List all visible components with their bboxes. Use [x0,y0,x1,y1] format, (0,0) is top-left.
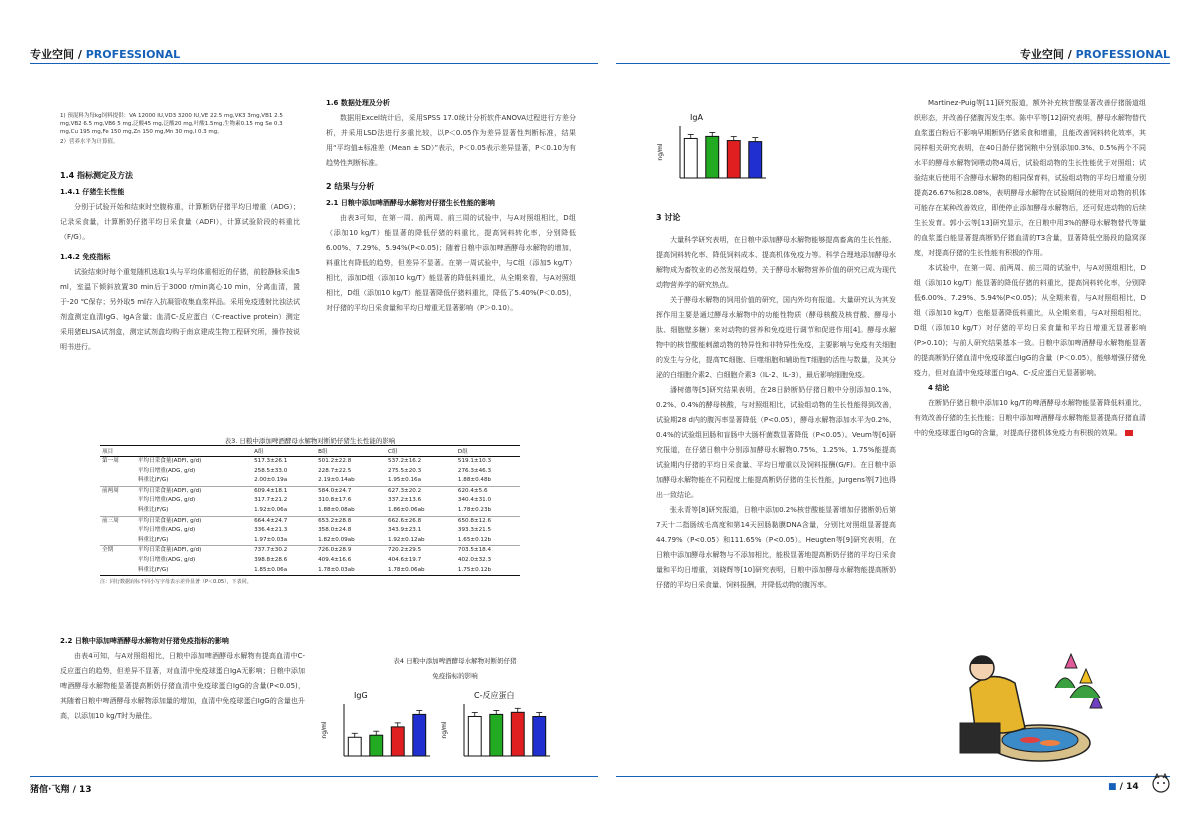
table-3 [100,436,520,586]
left-header-en: PROFESSIONAL [85,48,181,61]
table-cell: 1.95±0.16a [388,477,422,484]
table-3-note: 注：同行数据肩标不同小写字母表示差异显著（P＜0.05），下表同。 [100,579,252,586]
right-page-number: 14 [1126,782,1139,792]
table-cell: 501.2±22.8 [318,458,352,464]
table-cell: 519.1±10.3 [457,458,492,464]
column-2 [326,96,576,316]
table-row [100,457,520,467]
paragraph: 大量科学研究表明，在日粮中添加酵母水解物能够提高畜禽的生长性能、提高饲料转化率、降低饲料成本、提高机体免疫力等。科学合理地添加酵母水解物成为畜牧业的必然发展趋势，关于酵母水解物营养价值的研究已成为现代动物营养学的研究热点。 [656,236,896,289]
table-cell: 517.3±26.1 [254,458,288,464]
table-cell: 平均日增重(ADG, g/d) [137,497,196,504]
table-cell: 料重比(F/G) [137,477,169,484]
left-header-rule [30,63,598,64]
table-header-cell: B组 [316,446,386,457]
footnote-1: 1) 预混料为每kg饲料提供：VA 12000 IU,VD3 3200 IU,VE 22.5 mg,VK3 3mg,VB1 2.5 mg,VB2 6.5 mg,VB6 5 mg,泛酸45 mg,泛酸20 mg,叶酸1.5mg,生物素0.15 mg Se 0.3 mg,Cu 195 mg,Fe 150 mg,Zn 150 mg,Mn 30 mg,I 0.3 mg。 [60,113,283,135]
magazine-logo-icon: ■ [1108,782,1117,792]
table-cell: 第一周 [102,458,119,464]
table-cell [100,467,136,477]
chart-bar [511,712,524,756]
chart-igg [318,688,438,768]
table-cell: 1.85±0.06a [252,566,316,576]
chart-bar [749,142,762,178]
table-cell: 584.0±24.7 [316,486,386,496]
paragraph: 试验结束时每个重复随机选取1头与平均体重相近的仔猪，前腔静脉采血5 ml，室温下倾斜放置30 min后于3000 r/min离心10 min，分离血清，置于-20 ℃保存；另外取5 ml存入抗凝管收集血浆样品。采用免疫透射比浊法试剂盒测定血清IgG、IgA含量；血清C-反应蛋白（C-reactive protein）测定采用猪ELISA试剂盒，测定试剂盒均购于南京建成生物工程研究所，操作按说明书进行。 [60,268,300,351]
table-header-cell: C组 [386,446,456,457]
section-2-2: 2.2 日粮中添加啤酒酵母水解物对仔猪免疫指标的影响 [60,637,229,645]
table-cell: 258.5±33.0 [254,467,288,474]
chart-title: C-反应蛋白 [474,691,515,700]
table-cell: 平均日增重(ADG, g/d) [137,556,196,563]
figure-4-caption [330,656,580,680]
chart-bar [727,141,740,178]
table-cell: 1.92±0.06a [254,506,288,513]
table-cell: 276.3±46.3 [457,467,492,474]
table-header-cell [136,446,252,457]
table-cell [100,526,136,536]
table-row [100,496,520,506]
table-cell: 1.82±0.09ab [318,536,355,543]
table-row [100,556,520,566]
left-footer-title: 猪倌·飞翔 [30,785,70,795]
table-cell: 平均日增重(ADG, g/d) [137,527,196,534]
paragraph: 由表4可知，与A对照组相比，日粮中添加啤酒酵母水解物有提高血清中C-反应蛋白的趋势，但差异不显著，对血清中免疫球蛋白IgA无影响；日粮中添加啤酒酵母水解物能显著提高断奶仔猪血清中免疫球蛋白IgG的含量(P<0.05)，其随着日粮中啤酒酵母水解物添加量的增加，血清中免疫球蛋白IgG的含量也升高，以添加10 kg/T时为最佳。 [60,652,305,720]
table-cell: 平均日采食量(ADFI, g/d) [136,546,252,556]
left-footer [30,782,92,795]
chart-bar [348,737,361,756]
table-cell: 前两周 [100,486,136,496]
table-cell: 402.0±32.3 [457,556,492,563]
figure-4-caption-line1: 表4 日粮中添加啤酒酵母水解物对断奶仔猪 [393,657,517,665]
column-4 [914,96,1146,441]
table-cell: 1.78±0.06ab [386,566,456,576]
table-cell: 310.8±17.6 [318,497,352,504]
chart-ylabel: ng/ml [657,143,664,161]
chart-bar [391,727,404,756]
table-cell: 726.0±28.9 [316,546,386,556]
table-cell: 275.5±20.3 [388,467,422,474]
chart-bar [684,138,697,178]
table-cell: 平均日采食量(ADFI, g/d) [136,486,252,496]
table-cell [100,566,136,576]
table-row [100,486,520,496]
table-cell: 1.78±0.03ab [316,566,386,576]
section-1-6: 1.6 数据处理及分析 [326,99,390,107]
table-header-cell: D组 [456,446,520,457]
paragraph: 由表3可知，在第一周、前两周、前三周的试验中，与A对照组相比，D组（添加10 kg/T）能显著的降低仔猪的料重比，提高饲料转化率，分别降低6.00%、7.29%、5.94%(P<0.05)；随着日粮中添加啤酒酵母水解物的增加，料重比有降低的趋势，但差异不显著。在第一周试验中，与C组（添加5 kg/T）相比，添加D组（添加10 kg/T）能显著的降低料重比，从全期来看，与A对照组相比，D组（添加10 kg/T）能显著降低仔猪料重比，降低了5.40%(P＜0.05)，对仔猪的平均日采食量和平均日增重无显著影响（P＞0.10）。 [326,214,576,312]
section-1-4-2: 1.4.2 免疫指标 [60,253,111,261]
table-cell: 336.4±21.3 [254,527,288,534]
table-cell: 609.4±18.1 [252,486,316,496]
table-cell: 平均日采食量(ADFI, g/d) [137,458,202,464]
table-row [100,476,520,486]
table-row [100,467,520,477]
chart-iga [654,110,774,190]
chart-bar [706,136,719,178]
table-cell: 1.75±0.12b [456,566,520,576]
section-1-4: 1.4 指标测定及方法 [60,171,133,180]
table-cell: 343.9±23.1 [388,527,422,534]
chart-title: IgA [690,113,703,122]
table-cell: 1.92±0.12ab [388,536,425,543]
table-cell: 703.5±18.4 [456,546,520,556]
table-cell: 737.7±30.2 [252,546,316,556]
chart-bar [370,735,383,756]
table-cell: 1.78±0.23b [457,506,492,513]
paragraph: 关于酵母水解物的饲用价值的研究，国内外均有报道。大量研究认为其发挥作用主要是通过酵母水解物中的功能性物质（酵母核酸及核苷酸、酵母小肽、细胞壁多糖）来对动物的营养和免疫进行调节和促进作用[4]。酵母水解物中的核苷酸能刺激动物的特异性和非特异性免疫，主要影响与免疫有关细胞的发生与分化，提高TC细胞、巨噬细胞和辅助性T细胞的活性与数量，及其分泌的白细胞介素2、白细胞介素3（IL-2、IL-3），最后影响细胞免疫。 [656,296,896,379]
table-cell: 料重比(F/G) [137,506,169,513]
left-page-number: 13 [79,785,92,795]
table-row [100,536,520,546]
section-2: 2 结果与分析 [326,182,375,191]
section-1-4-1: 1.4.1 仔猪生长性能 [60,188,125,196]
table-cell: 前三周 [100,516,136,526]
paragraph: 本试验中，在第一周、前两周、前三周的试验中，与A对照组相比，D组（添加10 kg/T）能显著的降低仔猪的料重比，提高饲料转化率，分别降低6.00%、7.29%、5.94%(P<0.05)；从全期来看，与A对照组相比，D组（添加10 kg/T）也能显著降低料重比，从全期来看，与A对照组相比，D组（添加10 kg/T）对仔猪的平均日采食量和平均日增重无显著影响(P>0.10)；与前人研究结果基本一致。日粮中添加啤酒酵母水解物能显著的提高断奶仔猪血清中免疫球蛋白IgG的含量（P＜0.05），能够增强仔猪免疫力，但对血清中免疫球蛋白IgA、C-反应蛋白无显著影响。 [914,264,1146,377]
table-cell: 720.2±29.5 [386,546,456,556]
table-header-cell: 项目 [100,446,136,457]
table-cell: 340.4±31.0 [457,497,492,504]
table-cell: 537.2±16.2 [388,458,422,464]
right-footer-rule [616,776,1170,777]
table-cell: 398.8±28.6 [254,556,288,563]
left-header-cn: 专业空间 [30,48,74,61]
footnote-2: 2）营养水平为计算值。 [60,139,119,145]
table-cell: 662.6±26.8 [386,516,456,526]
table-cell: 393.3±21.5 [457,527,492,534]
section-3: 3 讨论 [656,213,681,222]
conclusion-text: 在断奶仔猪日粮中添加10 kg/T的啤酒酵母水解物能显著降低料重比，有效改善仔猪的生长性能；日粮中添加啤酒酵母水解物能显著提高仔猪血清中的免疫球蛋白IgG的含量，对提高仔猪机体免疫力有积极的效果。 [914,399,1146,437]
right-header-rule [616,63,1170,64]
paragraph: 张永青等[8]研究报道，日粮中添加0.2%核苷酸能显著增加仔猪断奶后第7天十二指肠绒毛高度和第14天回肠黏膜DNA含量，分别比对照组显著提高44.79%（P<0.05）和111.65%（P<0.05）。Heugten等[9]研究表明，在日粮中添加酵母水解物与不添加相比，能极显著地提高断奶仔猪的平均日采食量和平均日增重，刘晓辉等[10]研究表明，日粮中添加酵母水解物能提高断奶仔猪的平均日采食量、饲料报酬，并降低动物的腹泻率。 [656,506,896,589]
right-header-slash: / [1067,48,1072,61]
table-cell: 1.97±0.03a [254,536,288,543]
table-row [100,516,520,526]
table-cell [100,506,136,516]
table-row [100,566,520,576]
chart-ylabel: ng/ml [441,721,448,739]
table-cell: 1.88±0.48b [457,477,492,484]
table-cell: 料重比(F/G) [137,536,169,543]
table-cell: 料重比(F/G) [136,566,252,576]
section-2-1: 2.1 日粮中添加啤酒酵母水解物对仔猪生长性能的影响 [326,199,495,207]
column-1-bottom [60,634,305,724]
farmer-illustration [930,628,1120,768]
table-cell: 620.4±5.6 [456,486,520,496]
right-header-cn: 专业空间 [1019,48,1064,61]
table-cell [100,536,136,546]
paragraph: Martinez-Puig等[11]研究报道，额外补充核苷酸显著改善仔猪肠道组织形态，并改善仔猪腹泻发生率。陈中平等[12]研究表明，酵母水解物替代血浆蛋白粉后不影响早期断奶仔猪采食和增重，且能改善饲料转化效率，其同样相关研究表明，在40日龄仔猪饲粮中分别添加0.3%、0.5%两个不同水平的酵母水解物饲喂动物4周后，试验组动物的生长性能优于对照组；试验结束后使用不含酵母水解物的相同保育料，试验组动物的平均日增重分别提高26.67%和28.08%，表明酵母水解物在试验期间的使用对动物的机体可能存在某种改善效应，即使停止添加酵母水解物后，还可促进动物的后续生长发育。郭小云等[13]研究显示，在日粮中用3%的酵母水解物替代等量的血浆蛋白能显著提高断奶仔猪血清的T3含量，显著降低空肠段的隐窝深度，对提高仔猪的生长性能有积极的作用。 [914,99,1146,257]
table-row [100,546,520,556]
table-cell: 2.19±0.14ab [318,477,355,484]
table-cell [100,476,136,486]
right-footer-slash: / [1119,782,1123,792]
table-cell: 650.8±12.6 [456,516,520,526]
table-3-caption: 表3. 日粮中添加啤酒酵母水解物对断奶仔猪生长性能的影响 [224,437,396,445]
end-mark-icon [1125,430,1133,436]
table-cell: 平均日增重(ADG, g/d) [137,467,196,474]
table-cell: 平均日采食量(ADFI, g/d) [136,516,252,526]
table-cell: 317.7±21.2 [254,497,288,504]
table-cell: 337.2±13.6 [388,497,422,504]
chart-crp [438,688,558,768]
chart-ylabel: ng/ml [321,721,328,739]
left-header [30,46,180,62]
column-3 [656,206,896,593]
paragraph: 分别于试验开始和结束时空腹称重，计算断奶仔猪平均日增重（ADG）；记录采食量，计算断奶仔猪平均日采食量（ADFI），计算试验阶段的料重比（F/G）。 [60,203,300,241]
section-4: 4 结论 [928,384,950,392]
chart-bar [413,714,426,756]
figure-4-caption-line2: 免疫指标的影响 [432,672,478,680]
table-cell [100,496,136,506]
table-cell: 627.3±20.2 [386,486,456,496]
table-cell: 404.6±19.7 [388,556,422,563]
table-cell: 409.4±16.6 [318,556,352,563]
left-header-slash: / [77,48,82,61]
left-footer-rule [30,776,598,777]
right-header [1020,46,1170,62]
table-cell: 1.86±0.06ab [388,506,425,513]
mascot-icon [1150,772,1172,794]
paragraph: 潘树德等[5]研究结果表明，在28日龄断奶仔猪日粮中分别添加0.1%、0.2%、0.4%的酵母核酸，与对照组相比，试验组动物的生长性能得到改善，试验期28 d内的腹泻率显著降低（P<0.05），酵母水解物添加水平为0.2%、0.4%的试验组回肠和盲肠中大肠杆菌数显著降低（P<0.05）。Veum等[6]研究报道，在仔猪日粮中分别添加酵母水解物0.75%、1.25%、1.75%能提高试验期内仔猪的平均日采食量、平均日增重以及饲料报酬(G/F)。在日粮中添加酵母水解物能在不同程度上能提高断奶仔猪的生长性能，Jurgens等[7]也得出一致结论。 [656,386,896,499]
left-footer-slash: / [72,785,76,795]
table-header-cell: A组 [252,446,316,457]
table-cell: 全期 [100,546,136,556]
paragraph: 数据用Excel统计后，采用SPSS 17.0统计分析软件ANOVA过程进行方差分析，并采用LSD法进行多重比较，以P＜0.05作为差异显著性判断标准，结果用“平均值±标准差（Mean ± SD）”表示，P＜0.05表示差异显著，P＜0.10为有趋势性判断标准。 [326,114,576,167]
right-footer [1108,782,1139,792]
table-cell: 1.88±0.08ab [318,506,355,513]
chart-title: IgG [354,691,368,700]
chart-bar [490,714,503,756]
table-row [100,506,520,516]
table-cell: 664.4±24.7 [252,516,316,526]
table-3-grid [100,445,520,576]
right-header-en: PROFESSIONAL [1075,48,1170,61]
table-cell: 2.00±0.19a [254,477,288,484]
chart-bar [468,716,481,756]
table-cell: 653.2±28.8 [316,516,386,526]
table-cell: 358.0±24.8 [318,527,352,534]
table-cell: 1.65±0.12b [457,536,492,543]
table-cell [100,556,136,566]
table-cell: 228.7±22.5 [318,467,352,474]
table-row [100,526,520,536]
chart-bar [533,716,546,756]
column-1 [60,112,300,355]
